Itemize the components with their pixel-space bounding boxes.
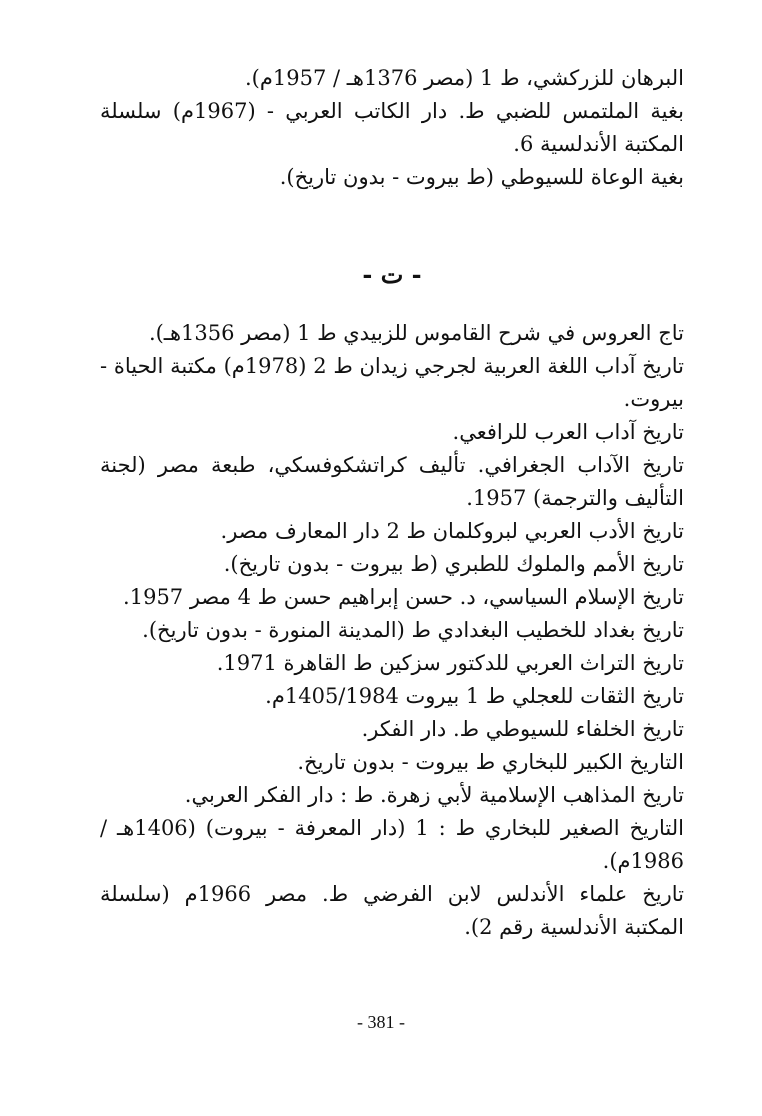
bibliography-entry: تاريخ الإسلام السياسي، د. حسن إبراهيم حسن ط 4 مصر 1957. bbox=[123, 585, 684, 609]
bibliography-entry: تاج العروس في شرح القاموس للزبيدي ط 1 (مصر 1356هـ). bbox=[148, 321, 684, 345]
bibliography-entry: تاريخ آداب العرب للرافعي. bbox=[452, 420, 684, 444]
bibliography-entry: تاريخ الأمم والملوك للطبري (ط بيروت - بدون تاريخ). bbox=[223, 552, 684, 576]
bibliography-entry: التاريخ الكبير للبخاري ط بيروت - بدون تاريخ. bbox=[297, 750, 684, 774]
bibliography-entry: بغية الملتمس للضبي ط. دار الكاتب العربي - (1967م) سلسلة المكتبة الأندلسية 6. bbox=[100, 99, 684, 156]
bibliography-main-block bbox=[100, 317, 684, 944]
bibliography-entry: التاريخ الصغير للبخاري ط : 1 (دار المعرفة - بيروت) (1406هـ / 1986م). bbox=[100, 816, 684, 873]
bibliography-entry: تاريخ بغداد للخطيب البغدادي ط (المدينة المنورة - بدون تاريخ). bbox=[142, 618, 684, 642]
bibliography-entry: البرهان للزركشي، ط 1 (مصر 1376هـ / 1957م). bbox=[245, 66, 684, 90]
bibliography-entry: تاريخ المذاهب الإسلامية لأبي زهرة. ط : دار الفكر العربي. bbox=[184, 783, 684, 807]
bibliography-entry: تاريخ الأدب العربي لبروكلمان ط 2 دار المعارف مصر. bbox=[220, 519, 684, 543]
bibliography-entry: تاريخ الثقات للعجلي ط 1 بيروت 1405/1984م. bbox=[265, 684, 684, 708]
bibliography-entry: تاريخ الخلفاء للسيوطي ط. دار الفكر. bbox=[361, 717, 684, 741]
bibliography-entry: تاريخ آداب اللغة العربية لجرجي زيدان ط 2 (1978م) مكتبة الحياة - بيروت. bbox=[100, 354, 684, 411]
section-heading: - ت - bbox=[362, 260, 422, 289]
bibliography-entry: بغية الوعاة للسيوطي (ط بيروت - بدون تاريخ). bbox=[279, 165, 684, 189]
bibliography-entry: تاريخ الآداب الجغرافي. تأليف كراتشكوفسكي، طبعة مصر (لجنة التأليف والترجمة) 1957. bbox=[100, 453, 684, 510]
page-number: - 381 - bbox=[357, 1012, 405, 1032]
bibliography-top-block bbox=[100, 62, 684, 194]
bibliography-entry: تاريخ علماء الأندلس لابن الفرضي ط. مصر 1966م (سلسلة المكتبة الأندلسية رقم 2). bbox=[100, 882, 684, 939]
bibliography-entry: تاريخ التراث العربي للدكتور سزكين ط القاهرة 1971. bbox=[216, 651, 684, 675]
